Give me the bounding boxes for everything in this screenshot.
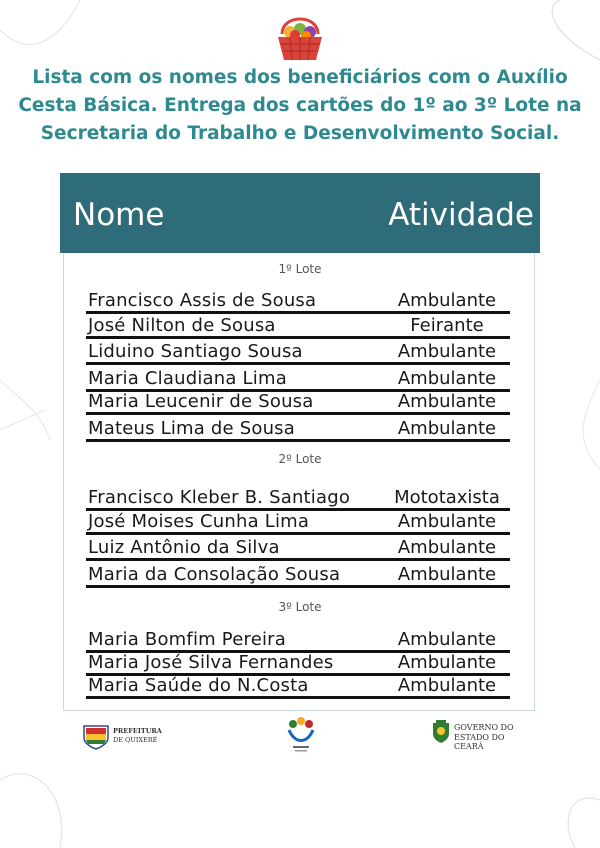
row-rule (86, 311, 510, 314)
table-row (86, 368, 510, 392)
beneficiary-name: Maria da Consolação Sousa (88, 564, 341, 585)
beneficiary-activity: Ambulante (397, 564, 497, 585)
estado-label: ESTADO DO CEARÁ (454, 733, 505, 751)
table-row (86, 537, 510, 561)
beneficiary-name: Francisco Kleber B. Santiago (88, 487, 351, 508)
row-rule (86, 362, 510, 365)
table-row (86, 315, 510, 339)
beneficiary-name: José Moises Cunha Lima (88, 511, 310, 532)
row-rule (86, 558, 510, 561)
table-row (86, 418, 510, 442)
beneficiary-activity: Ambulante (397, 368, 497, 389)
row-rule (86, 585, 510, 588)
column-header-activity: Atividade (388, 197, 534, 233)
beneficiary-activity: Mototaxista (394, 487, 500, 508)
table-row (86, 511, 510, 535)
table-row (86, 652, 510, 676)
page-headline: Lista com os nomes dos beneficiários com o Auxílio Cesta Básica. Entrega dos cartões do 1º ao 3º Lote na Secretaria do Trabalho e Desenvolvimento Social. (18, 67, 582, 144)
row-rule (86, 439, 510, 442)
table-row (86, 341, 510, 365)
beneficiary-name: Maria Bomfim Pereira (88, 629, 287, 650)
table-row (86, 487, 510, 511)
table-header (60, 173, 540, 253)
beneficiary-activity: Ambulante (397, 675, 497, 696)
beneficiary-name: Luiz Antônio da Silva (88, 537, 280, 558)
row-rule (86, 532, 510, 535)
beneficiary-name: Maria José Silva Fernandes (88, 652, 334, 673)
beneficiary-name: Maria Claudiana Lima (88, 368, 287, 389)
table-row (86, 391, 510, 415)
row-rule (86, 336, 510, 339)
beneficiary-activity: Ambulante (397, 341, 497, 362)
table-row (86, 675, 510, 699)
beneficiary-name: Mateus Lima de Sousa (88, 418, 295, 439)
ceara-coat-of-arms-logo (432, 720, 532, 751)
lote-label-3: 3º Lote (278, 600, 322, 614)
table-row (86, 629, 510, 653)
secretaria-logo (281, 714, 321, 754)
shield-icon (82, 724, 110, 750)
column-header-name: Nome (73, 197, 165, 233)
lote-label-1: 1º Lote (278, 262, 322, 276)
beneficiary-activity: Feirante (410, 315, 484, 336)
beneficiary-activity: Ambulante (397, 537, 497, 558)
governo-label: GOVERNO DO (454, 723, 514, 732)
fruit-basket-icon (272, 10, 328, 64)
beneficiary-name: Maria Leucenir de Sousa (88, 391, 314, 412)
lote-label-2: 2º Lote (278, 452, 322, 466)
table-row (86, 564, 510, 588)
beneficiary-activity: Ambulante (397, 290, 497, 311)
beneficiary-activity: Ambulante (397, 418, 497, 439)
prefeitura-city: DE QUIXERÉ (113, 736, 158, 744)
row-rule (86, 412, 510, 415)
prefeitura-label: PREFEITURA (113, 727, 162, 735)
table-row (86, 290, 510, 314)
beneficiary-name: Maria Saúde do N.Costa (88, 675, 309, 696)
beneficiary-activity: Ambulante (397, 391, 497, 412)
prefeitura-quixere-logo (82, 724, 162, 750)
beneficiary-activity: Ambulante (397, 652, 497, 673)
beneficiary-activity: Ambulante (397, 629, 497, 650)
beneficiary-activity: Ambulante (397, 511, 497, 532)
row-rule (86, 696, 510, 699)
beneficiary-name: Francisco Assis de Sousa (88, 290, 317, 311)
beneficiary-name: Liduino Santiago Sousa (88, 341, 303, 362)
beneficiary-name: José Nilton de Sousa (88, 315, 276, 336)
coat-of-arms-icon (432, 720, 450, 744)
